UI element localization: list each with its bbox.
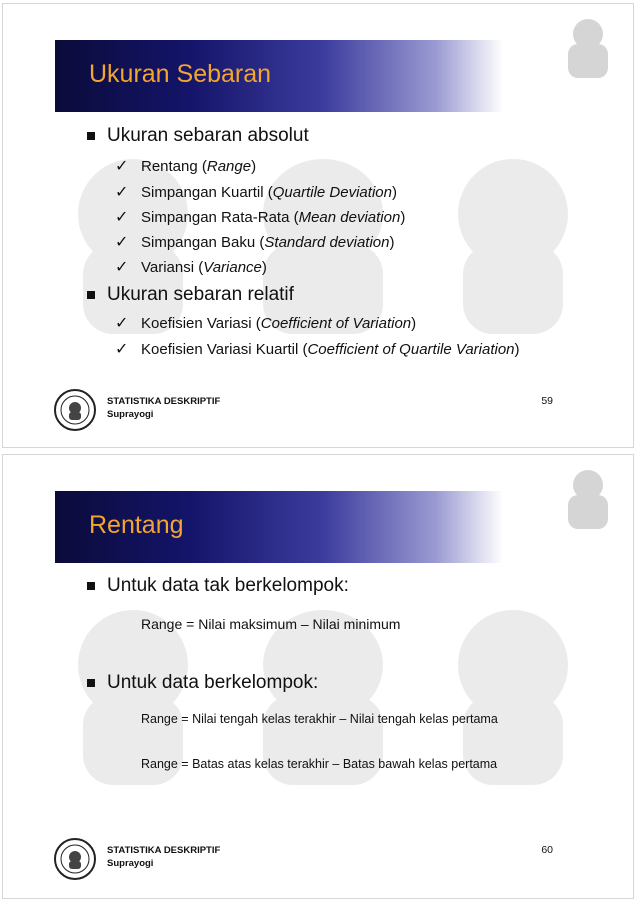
formula-range-ungrouped: Range = Nilai maksimum – Nilai minimum <box>141 616 401 632</box>
bullet-text: Ukuran sebaran relatif <box>107 284 294 305</box>
square-bullet-icon <box>87 679 95 687</box>
itb-logo <box>53 388 97 432</box>
list-item: ✓ Simpangan Rata-Rata ( Mean deviation ) <box>115 208 406 226</box>
list-item: ✓ Rentang ( Range ) <box>115 157 257 175</box>
page-number: 59 <box>541 395 553 407</box>
bullet-berkelompok <box>87 672 318 694</box>
bullet-text: Untuk data tak berkelompok: <box>107 575 349 596</box>
footer-text <box>107 844 220 870</box>
check-icon: ✓ <box>115 184 129 201</box>
bullet-text: Ukuran sebaran absolut <box>107 125 309 146</box>
footer-course: STATISTIKA DESKRIPTIF <box>107 845 221 856</box>
check-icon: ✓ <box>115 341 129 358</box>
check-icon: ✓ <box>115 234 129 251</box>
footer-author: Suprayogi <box>107 409 154 420</box>
list-item: ✓ Koefisien Variasi Kuartil ( Coefficient of Quartile Variation ) <box>115 340 520 358</box>
page-number: 60 <box>541 844 553 856</box>
ganesha-corner-icon <box>553 12 623 82</box>
check-icon: ✓ <box>115 315 129 332</box>
slide-title: Rentang <box>89 511 184 539</box>
square-bullet-icon <box>87 132 95 140</box>
list-item: ✓ Simpangan Kuartil ( Quartile Deviation ) <box>115 183 397 201</box>
footer-author: Suprayogi <box>107 858 154 869</box>
footer-text <box>107 395 220 421</box>
square-bullet-icon <box>87 582 95 590</box>
itb-logo <box>53 837 97 881</box>
bullet-relatif <box>87 284 294 306</box>
ganesha-corner-icon <box>553 463 623 533</box>
bullet-absolut <box>87 125 309 147</box>
bullet-text: Untuk data berkelompok: <box>107 672 319 693</box>
square-bullet-icon <box>87 291 95 299</box>
list-item: ✓ Variansi ( Variance ) <box>115 258 267 276</box>
slide-60 <box>2 454 634 899</box>
check-icon: ✓ <box>115 158 129 175</box>
footer-course: STATISTIKA DESKRIPTIF <box>107 396 221 407</box>
list-item: ✓ Simpangan Baku ( Standard deviation ) <box>115 233 395 251</box>
check-icon: ✓ <box>115 209 129 226</box>
formula-range-midpoint: Range = Nilai tengah kelas terakhir – Nilai tengah kelas pertama <box>141 712 498 726</box>
formula-range-boundary: Range = Batas atas kelas terakhir – Batas bawah kelas pertama <box>141 757 498 771</box>
check-icon: ✓ <box>115 259 129 276</box>
slide-title: Ukuran Sebaran <box>89 60 272 88</box>
bullet-tak-berkelompok <box>87 575 349 597</box>
slide-59 <box>2 3 634 448</box>
list-item: ✓ Koefisien Variasi ( Coefficient of Variation ) <box>115 314 417 332</box>
